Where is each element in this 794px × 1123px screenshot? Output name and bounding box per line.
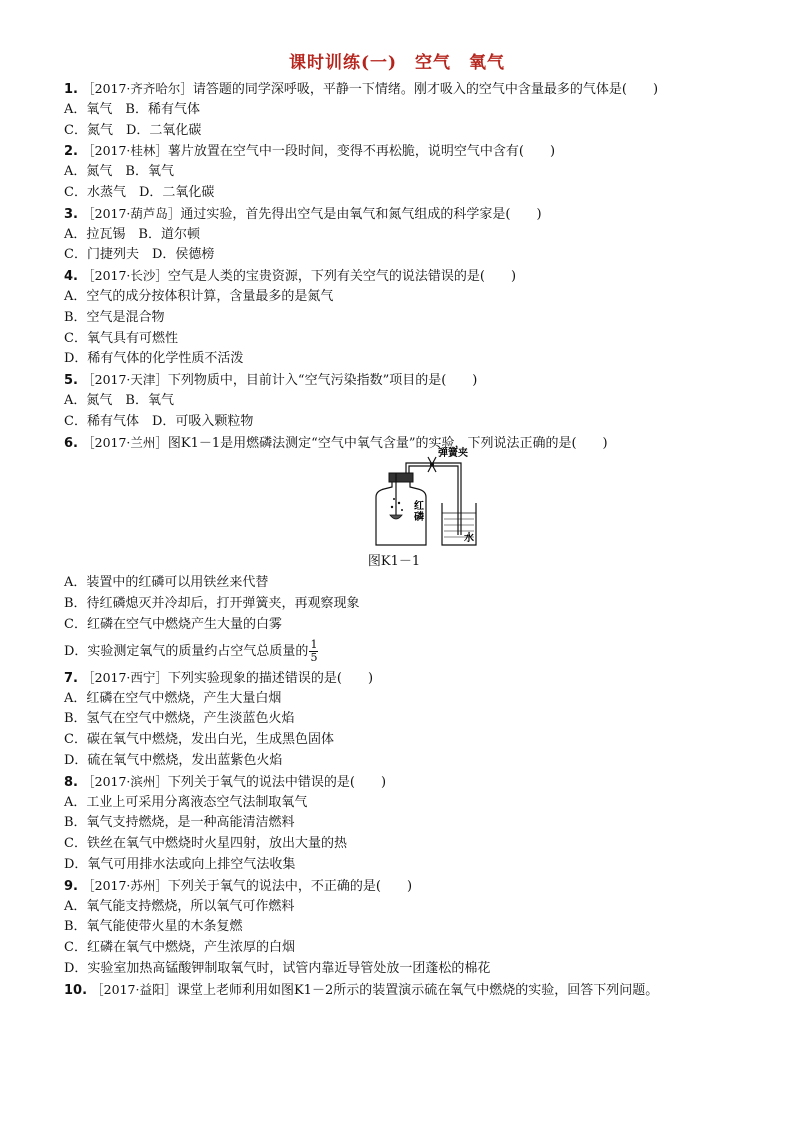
option-line: D．硫在氧气中燃烧，发出蓝紫色火焰 bbox=[64, 752, 283, 768]
option-line: B．氢气在空气中燃烧，产生淡蓝色火焰 bbox=[64, 711, 295, 727]
option-line: A．氧气 B．稀有气体 bbox=[64, 101, 200, 117]
option-line: B．氧气支持燃烧，是一种高能清洁燃料 bbox=[64, 815, 295, 831]
option-line: C．稀有气体 D．可吸入颗粒物 bbox=[64, 413, 254, 429]
question-2-stem: 2. ［2017·桂林］薯片放置在空气中一段时间，变得不再松脆，说明空气中含有( ) bbox=[64, 143, 556, 160]
option-line: B．空气是混合物 bbox=[64, 309, 165, 325]
option-line: A．红磷在空气中燃烧，产生大量白烟 bbox=[64, 690, 282, 706]
option-line: A．空气的成分按体积计算，含量最多的是氮气 bbox=[64, 288, 334, 304]
option-line: C．碳在氧气中燃烧，发出白光，生成黑色固体 bbox=[64, 732, 334, 748]
option-line: A．工业上可采用分离液态空气法制取氧气 bbox=[64, 794, 308, 810]
option-line: B．待红磷熄灭并冷却后，打开弹簧夹，再观察现象 bbox=[64, 596, 360, 612]
option-line: C．红磷在空气中燃烧产生大量的白雾 bbox=[64, 616, 282, 632]
option-line: C．红磷在氧气中燃烧，产生浓厚的白烟 bbox=[64, 940, 295, 956]
label-phosphorus: 磷 bbox=[414, 512, 424, 524]
option-line: D．实验室加热高锰酸钾制取氧气时，试管内靠近导管处放一团蓬松的棉花 bbox=[64, 960, 491, 976]
option-line: A．装置中的红磷可以用铁丝来代替 bbox=[64, 575, 269, 591]
label-spring-clamp: 弹簧夹 bbox=[438, 448, 468, 460]
option-line: A．氮气 B．氧气 bbox=[64, 164, 174, 180]
option-line: C．氮气 D．二氧化碳 bbox=[64, 122, 202, 138]
question-6-stem: 6. ［2017·兰州］图K1－1是用燃磷法测定“空气中氧气含量”的实验，下列说法正确的是( ) bbox=[64, 434, 608, 451]
option-line-fraction: D．实验测定氧气的质量约占空气总质量的 $\frac{1}{5}$ bbox=[64, 637, 318, 664]
figure-caption: 图K1－1 bbox=[367, 554, 421, 570]
label-red: 红 bbox=[414, 501, 424, 513]
fraction-one-fifth: $\frac{1}{5}$ bbox=[310, 637, 318, 664]
option-line: A．氮气 B．氧气 bbox=[64, 392, 174, 408]
question-8-stem: 8. ［2017·滨州］下列关于氧气的说法中错误的是( ) bbox=[64, 773, 387, 790]
question-list bbox=[64, 79, 744, 1000]
question-1-stem: 1. ［2017·齐齐哈尔］请答题的同学深呼吸，平静一下情绪。刚才吸入的空气中含量最多的气体是( ) bbox=[64, 81, 659, 97]
question-3-stem: 3. ［2017·葫芦岛］通过实验，首先得出空气是由氧气和氮气组成的科学家是( ) bbox=[64, 205, 542, 222]
question-9-stem: 9. ［2017·苏州］下列关于氧气的说法中，不正确的是( ) bbox=[64, 877, 413, 894]
option-line: D．氧气可用排水法或向上排空气法收集 bbox=[64, 856, 296, 872]
phosphorus-apparatus-diagram bbox=[356, 448, 476, 551]
option-line: C．铁丝在氧气中燃烧时火星四射，放出大量的热 bbox=[64, 836, 347, 852]
option-line: D．稀有气体的化学性质不活泼 bbox=[64, 351, 244, 367]
option-line: C．氧气具有可燃性 bbox=[64, 330, 178, 346]
question-10-stem: 10. ［2017·益阳］课堂上老师利用如图K1－2所示的装置演示硫在氧气中燃烧的实验，回答下列问题。 bbox=[64, 981, 659, 998]
option-line: C．门捷列夫 D．侯德榜 bbox=[64, 247, 215, 263]
question-4-stem: 4. ［2017·长沙］空气是人类的宝贵资源，下列有关空气的说法错误的是( ) bbox=[64, 268, 517, 285]
label-water: 水 bbox=[464, 533, 474, 545]
option-line: A．拉瓦锡 B．道尔顿 bbox=[64, 226, 200, 242]
figure-k1-1 bbox=[64, 448, 744, 551]
question-5-stem: 5. ［2017·天津］下列物质中，目前计入“空气污染指数”项目的是( ) bbox=[64, 372, 478, 389]
option-line: C．水蒸气 D．二氧化碳 bbox=[64, 184, 215, 200]
option-line: B．氧气能使带火星的木条复燃 bbox=[64, 919, 243, 935]
page-title: 课时训练(一) 空气 氧气 bbox=[288, 53, 506, 73]
question-7-stem: 7. ［2017·西宁］下列实验现象的描述错误的是( ) bbox=[64, 669, 374, 686]
option-line: A．氧气能支持燃烧，所以氧气可作燃料 bbox=[64, 898, 295, 914]
